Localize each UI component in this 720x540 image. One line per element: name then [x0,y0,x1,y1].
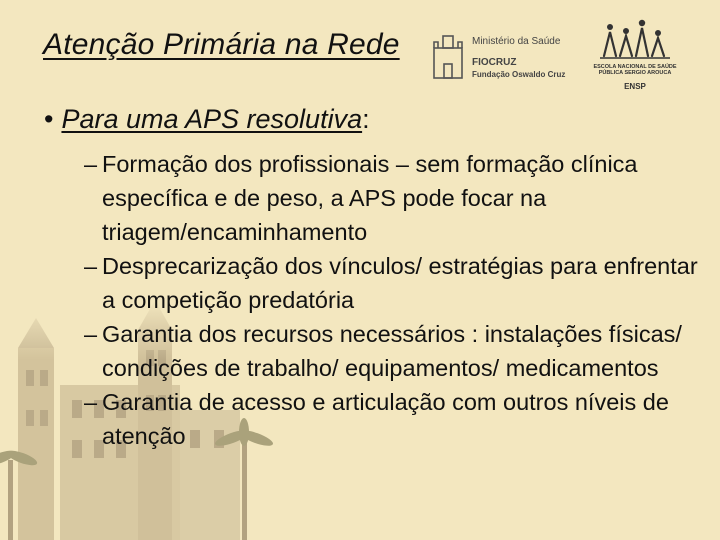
foundation-name: Fundação Oswaldo Cruz [472,70,566,79]
list-item-text: Garantia dos recursos necessários : instalações físicas/ condições de trabalho/ equipamentos/ medicamentos [102,321,682,381]
list-item [84,147,704,249]
ensp-school-name: ESCOLA NACIONAL DE SAÚDE PÚBLICA SERGIO AROUCA [593,64,677,76]
dash-marker: – [84,321,98,347]
list-item [84,385,704,453]
ensp-acronym: ENSP [624,82,646,91]
ministry-label: Ministério da Saúde [472,36,561,47]
dash-marker: – [84,151,98,177]
ensp-logo [588,16,682,92]
list-item-text: Formação dos profissionais – sem formação clínica específica e de peso, a APS pode focar na triagem/encaminhamento [102,151,638,245]
bullet-lead: Para uma APS resolutiva [61,104,363,134]
main-bullet [44,104,370,135]
fiocruz-logo [428,30,578,82]
fiocruz-castle-logo-icon [428,30,468,80]
list-item [84,317,704,385]
sub-bullet-list [84,147,704,453]
dash-marker: – [84,253,98,279]
list-item-text: Desprecarização dos vínculos/ estratégias para enfrentar a competição predatória [102,253,698,313]
ensp-people-logo-icon [588,16,682,64]
bullet-colon: : [362,104,370,134]
fiocruz-name: FIOCRUZ [472,57,517,68]
list-item-text: Garantia de acesso e articulação com outros níveis de atenção [102,389,669,449]
dash-marker: – [84,389,98,415]
list-item [84,249,704,317]
slide-title: Atenção Primária na Rede [43,28,400,61]
bullet-marker: • [44,104,54,134]
